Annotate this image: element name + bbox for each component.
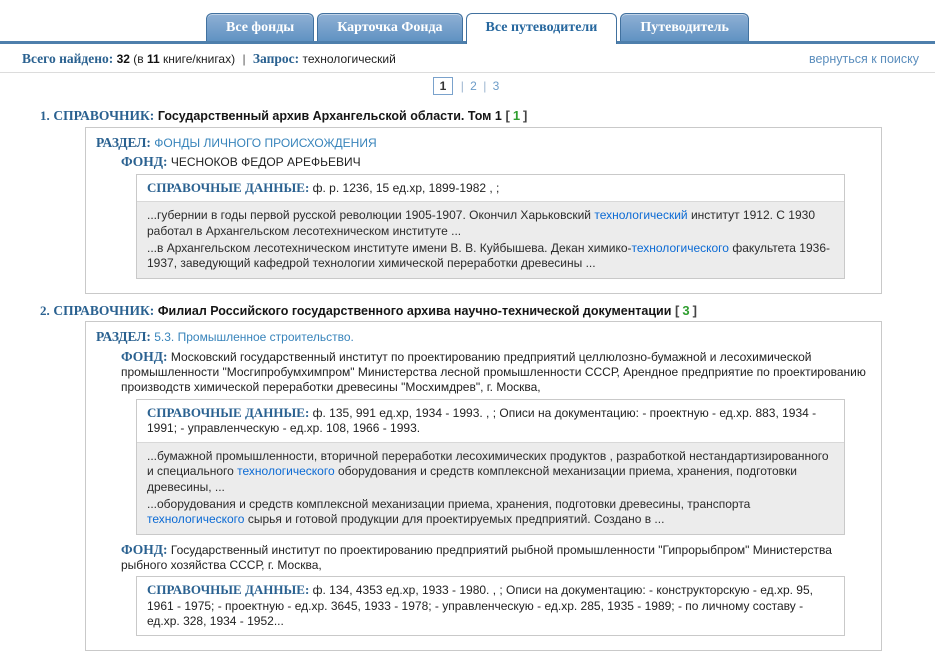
summary-separator: | (242, 52, 246, 66)
books-count: 11 (147, 52, 160, 66)
snippet-line: ...оборудования и средств комплексной механизации приема, хранения, подготовки древесины, транспорта технологического сырья и готовой продукции для проектируемых предприятий. Создано в ... (147, 496, 751, 527)
fund-details-box (136, 576, 845, 635)
refdata-label: СПРАВОЧНЫЕ ДАННЫЕ: (147, 582, 310, 598)
directory-title: Филиал Российского государственного архива научно-технической документации (157, 303, 672, 318)
highlighted-term: технологического (237, 464, 335, 479)
section-line (96, 134, 873, 151)
result-count-value: 1 (512, 108, 521, 124)
snippet-line: ...в Архангельском лесотехническом институте имени В. В. Куйбышева. Декан химико-технологического факультета 1936-1937, заведующий кафедрой технологии химической переработки древесины ... (147, 241, 830, 271)
fund-details-box (136, 174, 845, 279)
results-summary-bar (0, 44, 935, 73)
highlighted-term: технологического (147, 512, 245, 527)
fund-label: ФОНД: (121, 348, 168, 364)
section-label: РАЗДЕЛ: (96, 329, 151, 345)
snippet-line: ...бумажной промышленности, вторичной переработки лесохимических продуктов , разработкой нестандартизированного и специального технологического оборудования и средств комплексной механизации приема, хранения, подготовки древесины, ... (147, 448, 829, 494)
tab-bar (0, 0, 935, 41)
reference-data (137, 175, 844, 202)
section-link[interactable]: ФОНДЫ ЛИЧНОГО ПРОИСХОЖДЕНИЯ (154, 135, 377, 150)
directory-label: СПРАВОЧНИК: (53, 108, 155, 124)
search-snippet (137, 201, 844, 277)
result-item (85, 321, 882, 650)
highlighted-term: технологический (594, 208, 688, 223)
pagination-separator: | (483, 79, 487, 94)
section-line (96, 328, 873, 345)
result-count-badge: [ 3 ] (675, 302, 697, 318)
fund-name: Государственный институт по проектированию предприятий рыбной промышленности "Гипрорыбпром" Министерства рыбного хозяйства СССР, г. Москва, (121, 542, 832, 572)
fund-details-box (136, 399, 845, 535)
result-count-badge: [ 1 ] (505, 108, 528, 124)
tab-guide[interactable]: Путеводитель (620, 13, 749, 41)
query-value: технологический (302, 52, 396, 66)
query-label: Запрос: (252, 51, 300, 66)
in-books-suffix: книге/книгах) (163, 52, 236, 66)
fund-line (121, 153, 869, 170)
result-item (85, 127, 882, 294)
fund-label: ФОНД: (121, 541, 168, 557)
section-label: РАЗДЕЛ: (96, 134, 151, 150)
fund-label: ФОНД: (121, 154, 168, 170)
result-number: 2. (40, 302, 50, 318)
result-title (40, 107, 882, 125)
fund-line (121, 541, 869, 574)
refdata-value: ф. 134, 4353 ед.хр, 1933 - 1980. , ; Описи на документацию: - конструкторскую - ед.хр. 95, 1961 - 1975; - проектную - ед.хр. 3645, 1933 - 1978; - управленческую - ед.хр. 285, 1935 - 1989; - по личному составу - ед.хр. 328, 1934 - 1952... (147, 583, 813, 629)
tab-all-guides[interactable]: Все путеводители (466, 13, 618, 44)
highlighted-term: технологического (631, 241, 729, 256)
section-link[interactable]: 5.3. Промышленное строительство. (154, 330, 354, 345)
tab-fund-card[interactable]: Карточка Фонда (317, 13, 462, 41)
refdata-label: СПРАВОЧНЫЕ ДАННЫЕ: (147, 179, 310, 195)
pagination-link-2[interactable]: 2 (470, 79, 477, 94)
refdata-label: СПРАВОЧНЫЕ ДАННЫЕ: (147, 404, 310, 420)
results-summary-text (22, 50, 396, 67)
found-label: Всего найдено: (22, 51, 114, 66)
fund-name: Московский государственный институт по проектированию предприятий целлюлозно-бумажной и лесохимической промышленности "Мосгипробумхимпром" Министерства лесной промышленности СССР, Арендное предприятие по проектированию производств химической переработки древесины "Мосхимдрев", г. Москва, (121, 349, 866, 395)
back-to-search-link[interactable]: вернуться к поиску (808, 52, 919, 66)
fund-name: ЧЕСНОКОВ ФЕДОР АРЕФЬЕВИЧ (170, 155, 361, 170)
result-number: 1. (40, 108, 50, 124)
in-books-open: (в (133, 52, 144, 66)
pagination-link-3[interactable]: 3 (492, 79, 500, 94)
pagination-separator: | (460, 79, 464, 94)
snippet-line: ...губернии в годы первой русской революции 1905-1907. Окончил Харьковский технологический институт 1912. С 1930 работал в Архангельском лесотехническом институте ... (147, 208, 815, 238)
reference-data (137, 400, 844, 442)
tab-all-funds[interactable]: Все фонды (206, 13, 314, 41)
refdata-value: ф. 135, 991 ед.хр, 1934 - 1993. , ; Описи на документацию: - проектную - ед.хр. 883, 1934 - 1991; - управленческую - ед.хр. 108, 1966 - 1993. (147, 405, 817, 436)
directory-label: СПРАВОЧНИК: (53, 302, 155, 318)
refdata-value: ф. р. 1236, 15 ед.хр, 1899-1982 , ; (312, 180, 500, 195)
pagination-current-page[interactable]: 1 (433, 77, 454, 95)
search-snippet (137, 442, 844, 534)
directory-title: Государственный архив Архангельской области. Том 1 (157, 109, 502, 124)
reference-data (137, 577, 844, 634)
pagination (0, 73, 935, 99)
result-count-value: 3 (682, 302, 690, 318)
fund-line (121, 348, 869, 396)
result-title (40, 302, 882, 320)
found-count: 32 (116, 52, 130, 66)
